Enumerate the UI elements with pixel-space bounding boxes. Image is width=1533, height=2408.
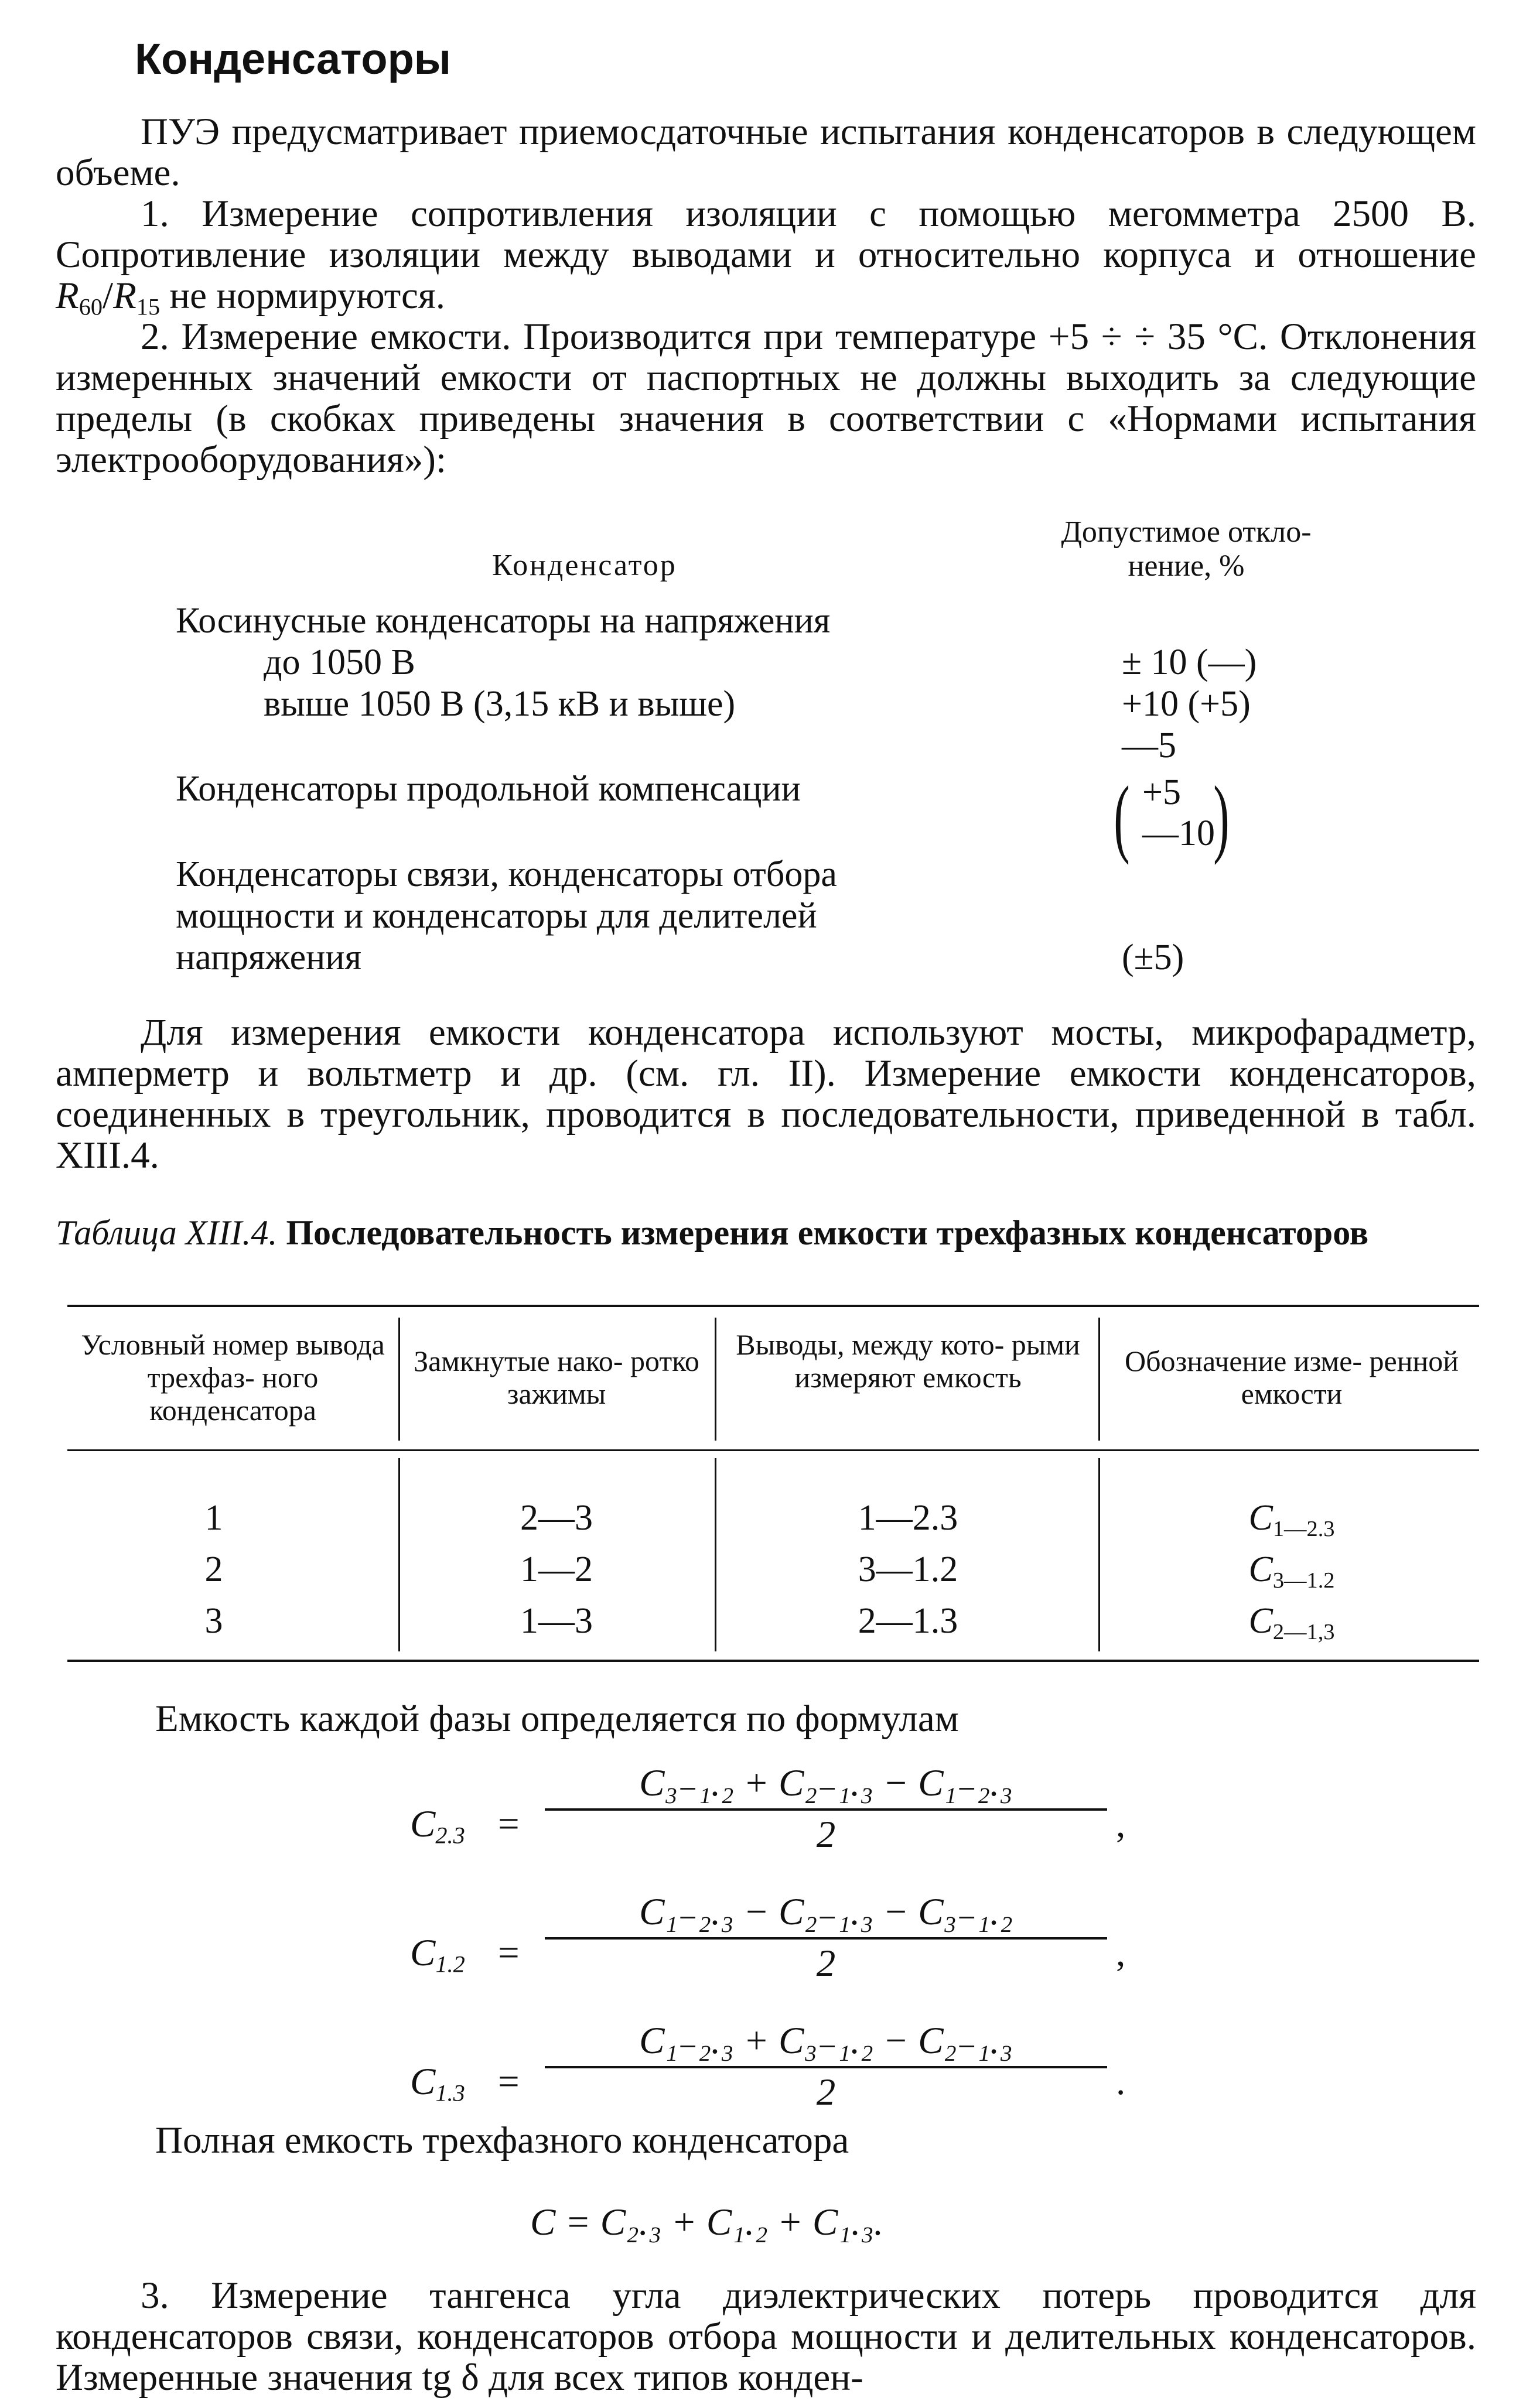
section-heading: Конденсаторы — [135, 35, 451, 83]
table-header-shorted-terminals: Замкнутые нако- ротко зажимы — [414, 1345, 699, 1410]
tolerance-value-cosine-high-minus: —5 — [1122, 726, 1176, 765]
table-caption-label: Таблица XIII.4. — [56, 1213, 278, 1252]
table-cell-shorted: 2—3 — [520, 1498, 593, 1538]
table-cell-number: 1 — [204, 1498, 223, 1538]
tolerance-value-series — [1114, 768, 1236, 866]
tolerance-value-cosine-high: +10 (+5) — [1122, 684, 1251, 724]
intro-paragraph-3: 2. Измерение емкости. Производится при температуре +5 ÷ ÷ 35 °С. Отклонения измеренных значений емкости от паспортных не должны выходить за следующие пределы (в скобках приведены значения в соответствии с «Нормами испытания электрооборудования»): — [56, 316, 1476, 481]
tangent-paragraph — [56, 2275, 1476, 2398]
table-cell-shorted: 1—3 — [520, 1601, 593, 1641]
paren-left: ( — [1114, 768, 1130, 866]
table-cell-symbol: $C_{3—1.2}$ — [1248, 1550, 1335, 1593]
table-header-rule — [67, 1449, 1479, 1451]
tolerance-row-coupling-2: мощности и конденсаторы для делителей — [176, 896, 817, 936]
item1-tail: не нормируются. — [160, 275, 445, 317]
formula-2-lhs: $C_{1.2}$ — [410, 1932, 465, 1978]
intro-paragraph-2 — [56, 193, 1476, 320]
capacitance-table — [67, 1305, 1479, 1680]
table-col-divider — [398, 1458, 400, 1651]
formula-3-lhs: $C_{1.3}$ — [410, 2061, 465, 2106]
tangent-text: 3. Измерение тангенса угла диэлектрических потерь проводится для конденсаторов связи, конденсаторов отбора мощности и делительных конденсаторов. Измеренные значения tg δ для всех типов конден- — [56, 2274, 1476, 2399]
formula-1-fraction — [545, 1763, 1107, 1855]
tolerance-value-series-minus: —10 — [1142, 813, 1215, 853]
table-col-divider — [715, 1458, 716, 1651]
table-col-divider — [1098, 1318, 1100, 1441]
table-cell-leads: 1—2.3 — [858, 1498, 958, 1538]
total-capacitance-intro: Полная емкость трехфазного конденсатора — [155, 2119, 849, 2161]
fraction-bar — [545, 1937, 1107, 1940]
item1-text: 1. Измерение сопротивления изоляции с помощью мегомметра 2500 В. Сопротивление изоляции между выводами и относительно корпуса и отношение — [56, 193, 1476, 276]
table-bottom-rule — [67, 1660, 1479, 1662]
tolerance-value-cosine-low: ± 10 (—) — [1122, 642, 1257, 682]
formula-1-equals: = — [498, 1803, 520, 1845]
formula-1-denominator: 2 — [816, 1814, 836, 1856]
formula-2-comma: , — [1116, 1932, 1126, 1974]
formula-3-numerator: C₁₋₂.₃ + C₃₋₁.₂ − C₂₋₁.₃ — [639, 2020, 1013, 2062]
r60-subscript: 60 — [78, 293, 103, 320]
formula-2-equals: = — [498, 1932, 520, 1974]
formula-3-equals: = — [498, 2061, 520, 2103]
tolerance-list — [176, 515, 1347, 996]
total-capacitance-formula: C = C₂.₃ + C₁.₂ + C₁.₃. — [530, 2201, 884, 2243]
intro-text — [56, 111, 1476, 480]
fraction-bar — [545, 1808, 1107, 1811]
tolerance-header-deviation: Допустимое откло- нение, % — [1061, 515, 1312, 583]
table-col-divider — [1098, 1458, 1100, 1651]
table-header-lead-number: Условный номер вывода трехфаз- ного конденсатора — [81, 1328, 385, 1427]
formula-1-lhs: $C_{2.3}$ — [410, 1803, 465, 1849]
table-col-divider — [715, 1318, 716, 1441]
table-cell-number: 2 — [204, 1550, 223, 1589]
formula-2-numerator: C₁₋₂.₃ − C₂₋₁.₃ − C₃₋₁.₂ — [639, 1891, 1013, 1933]
table-cell-symbol: $C_{1—2.3}$ — [1248, 1498, 1335, 1541]
table-caption-title: Последовательность измерения емкости трехфазных конденсаторов — [277, 1213, 1369, 1252]
formula-1-numerator: C₃₋₁.₂ + C₂₋₁.₃ − C₁₋₂.₃ — [639, 1762, 1013, 1804]
ratio-slash: / — [103, 275, 114, 317]
table-cell-shorted: 1—2 — [520, 1550, 593, 1589]
tolerance-value-series-plus: +5 — [1142, 772, 1181, 812]
r15-symbol: R — [113, 275, 136, 317]
table-header-capacitance-symbol: Обозначение изме- ренной емкости — [1124, 1345, 1459, 1410]
paren-right: ) — [1213, 768, 1230, 866]
r60-symbol: R — [56, 275, 79, 317]
formula-3-period: . — [1116, 2061, 1126, 2103]
formula-1-comma: , — [1116, 1803, 1126, 1845]
tolerance-header-capacitor: Конденсатор — [492, 549, 677, 582]
formula-2-fraction — [545, 1891, 1107, 1984]
table-col-divider — [398, 1318, 400, 1441]
formula-3-fraction — [545, 2020, 1107, 2113]
table-caption — [56, 1212, 1476, 1253]
r15-subscript: 15 — [136, 293, 161, 320]
intro-paragraph-1: ПУЭ предусматривает приемосдаточные испытания конденсаторов в следующем объеме. — [56, 111, 1476, 194]
tolerance-row-coupling-1: Конденсаторы связи, конденсаторы отбора — [176, 854, 837, 894]
tolerance-row-cosine: Косинусные конденсаторы на напряжения — [176, 601, 831, 641]
formula-2-denominator: 2 — [816, 1942, 836, 1985]
table-cell-leads: 3—1.2 — [858, 1550, 958, 1589]
tolerance-row-cosine-high: выше 1050 В (3,15 кВ и выше) — [264, 684, 736, 724]
formula-3-denominator: 2 — [816, 2071, 836, 2113]
formulas-intro: Емкость каждой фазы определяется по формулам — [155, 1698, 959, 1740]
table-header-measured-leads: Выводы, между кото- рыми измеряют емкость — [736, 1328, 1080, 1394]
tolerance-row-cosine-low: до 1050 В — [264, 642, 415, 682]
tolerance-row-series: Конденсаторы продольной компенсации — [176, 769, 801, 809]
measurement-paragraph — [56, 1012, 1476, 1176]
tolerance-value-coupling: (±5) — [1122, 938, 1184, 977]
table-top-rule — [67, 1305, 1479, 1307]
table-cell-number: 3 — [204, 1601, 223, 1641]
table-cell-symbol: $C_{2—1,3}$ — [1248, 1601, 1335, 1644]
table-cell-leads: 2—1.3 — [858, 1601, 958, 1641]
tolerance-row-coupling-3: напряжения — [176, 938, 361, 977]
measurement-text: Для измерения емкости конденсатора используют мосты, микрофарадметр, амперметр и вольтметр и др. (см. гл. II). Измерение емкости конденсаторов, соединенных в треугольник, проводится в последовательности, приведенной в табл. XIII.4. — [56, 1011, 1476, 1176]
fraction-bar — [545, 2066, 1107, 2068]
